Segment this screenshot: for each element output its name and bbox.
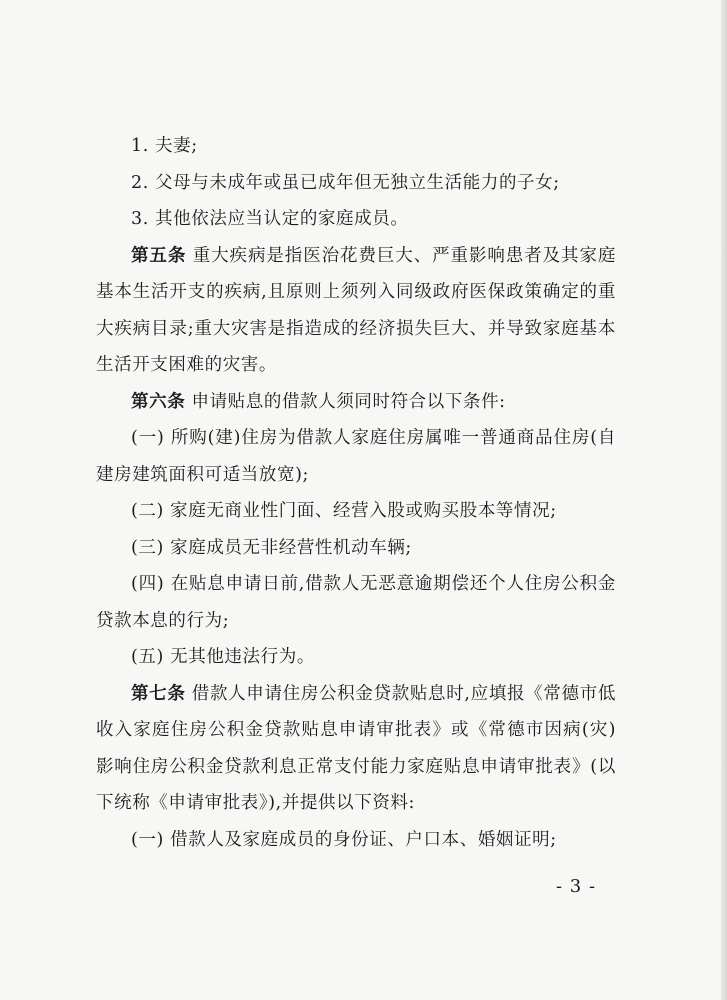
article-heading: 第七条	[131, 683, 186, 704]
paragraph-article-7	[96, 676, 616, 822]
paragraph-condition-2	[96, 493, 616, 530]
article-heading: 第五条	[131, 245, 187, 266]
paragraph-text: 申请贴息的借款人须同时符合以下条件:	[185, 391, 506, 412]
paragraph-text: (四) 在贴息申请日前,借款人无恶意逾期偿还个人住房公积金贷款本息的行为;	[96, 574, 616, 631]
paragraph-condition-4	[96, 566, 616, 639]
paragraph-text: 2. 父母与未成年或虽已成年但无独立生活能力的子女;	[131, 172, 560, 193]
paragraph-text: (一) 借款人及家庭成员的身份证、户口本、婚姻证明;	[131, 829, 557, 850]
paragraph-article-5	[96, 238, 616, 384]
paragraph-parents-children	[96, 165, 616, 202]
page-edge-shadow	[721, 0, 727, 1000]
paragraph-other-members	[96, 201, 616, 238]
paragraph-spouse	[96, 128, 616, 165]
paragraph-condition-3	[96, 530, 616, 567]
document-body	[96, 128, 616, 858]
article-heading: 第六条	[131, 391, 186, 412]
paragraph-text: 重大疾病是指医治花费巨大、严重影响患者及其家庭基本生活开支的疾病,且原则上须列入同级政府医保政策确定的重大疾病目录;重大灾害是指造成的经济损失巨大、并导致家庭基本生活开支困难的灾害。	[96, 245, 616, 375]
paragraph-condition-5	[96, 639, 616, 676]
paragraph-text: (一) 所购(建)住房为借款人家庭住房属唯一普通商品住房(自建房建筑面积可适当放宽);	[96, 428, 616, 485]
paragraph-text: (二) 家庭无商业性门面、经营入股或购买股本等情况;	[131, 501, 557, 521]
paragraph-condition-1	[96, 420, 616, 493]
page-number: - 3 -	[556, 876, 597, 897]
paragraph-text: 借款人申请住房公积金贷款贴息时,应填报《常德市低收入家庭住房公积金贷款贴息申请审批表》或《常德市因病(灾)影响住房公积金贷款利息正常支付能力家庭贴息申请审批表》(以下统称《申请审批表》),并提供以下资料:	[96, 683, 616, 813]
paragraph-article-6	[96, 384, 616, 421]
paragraph-text: 1. 夫妻;	[131, 136, 198, 156]
paragraph-text: 3. 其他依法应当认定的家庭成员。	[131, 209, 409, 229]
paragraph-material-1	[96, 822, 616, 859]
paragraph-text: (五) 无其他违法行为。	[131, 647, 315, 667]
paragraph-text: (三) 家庭成员无非经营性机动车辆;	[131, 537, 412, 558]
